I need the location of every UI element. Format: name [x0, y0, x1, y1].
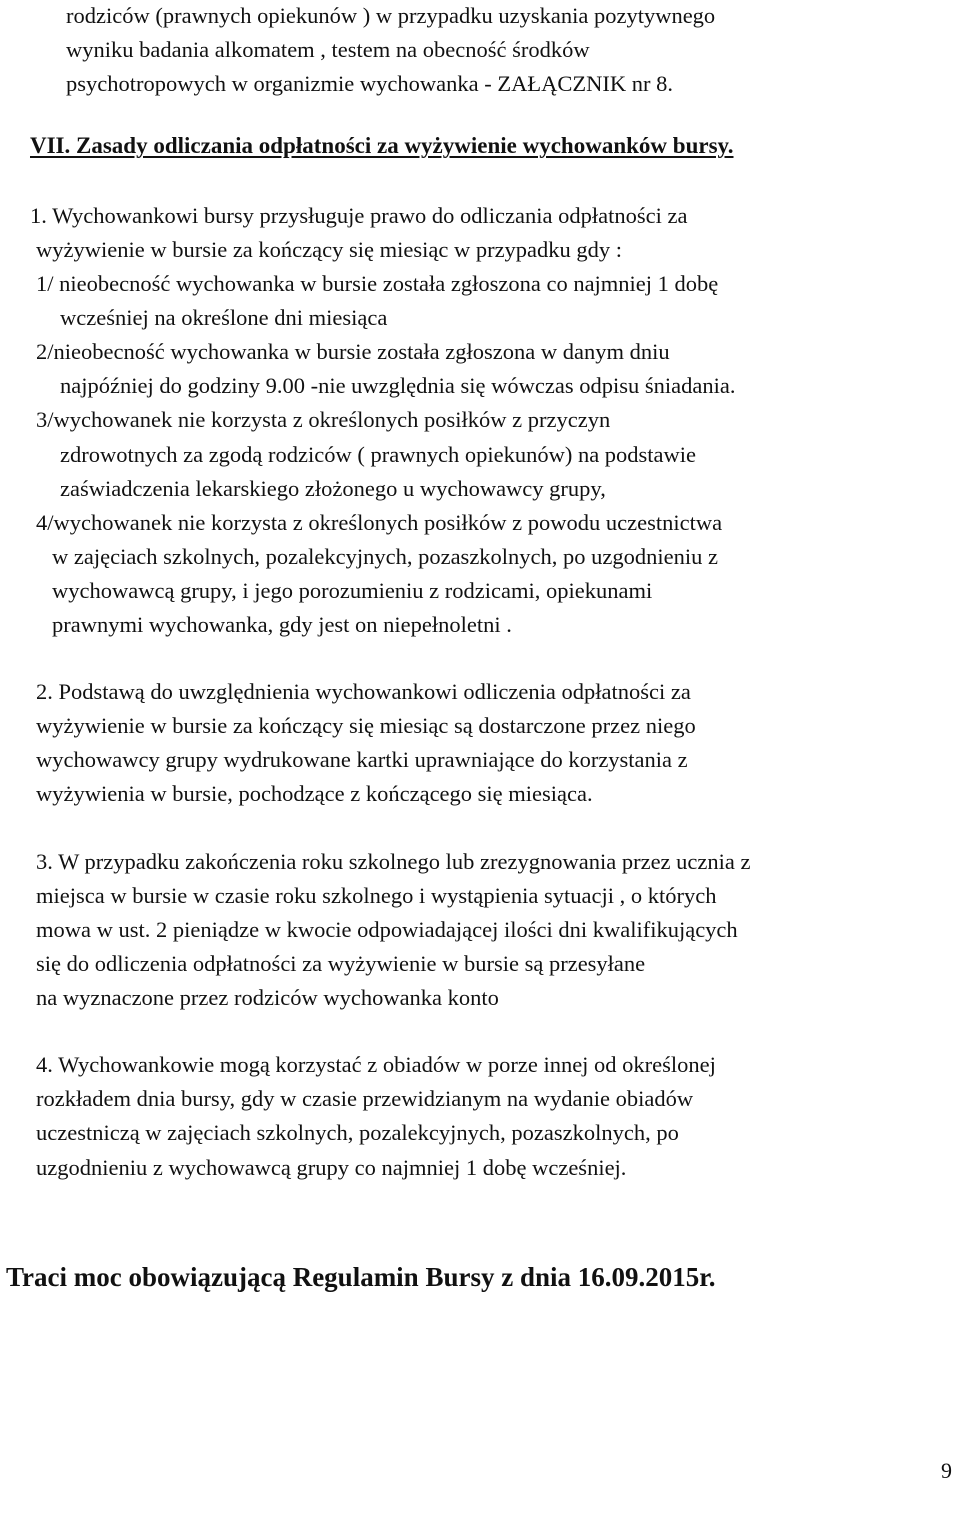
p1-line-8: zdrowotnych za zgodą rodziców ( prawnych opiekunów) na podstawie: [60, 442, 697, 467]
p1-line-13: prawnymi wychowanka, gdy jest on niepełnoletni .: [52, 612, 512, 637]
p4-line-3: uczestniczą w zajęciach szkolnych, pozalekcyjnych, pozaszkolnych, po: [36, 1120, 679, 1145]
p1-line-9: zaświadczenia lekarskiego złożonego u wychowawcy grupy,: [60, 476, 606, 501]
p4-line-4: uzgodnieniu z wychowawcą grupy co najmniej 1 dobę wcześniej.: [36, 1155, 627, 1180]
p3-line-1: 3. W przypadku zakończenia roku szkolnego lub zrezygnowania przez ucznia z: [36, 849, 751, 874]
p1-line-1: 1. Wychowankowi bursy przysługuje prawo do odliczania odpłatności za: [30, 203, 688, 228]
p1-line-6: najpóźniej do godziny 9.00 -nie uwzględnia się wówczas odpisu śniadania.: [60, 373, 736, 398]
p2-line-1: 2. Podstawą do uwzględnienia wychowankowi odliczenia odpłatności za: [36, 679, 691, 704]
p4-line-2: rozkładem dnia bursy, gdy w czasie przewidzianym na wydanie obiadów: [36, 1086, 694, 1111]
section-heading: VII. Zasady odliczania odpłatności za wyżywienie wychowanków bursy.: [30, 133, 734, 158]
top-line-2: wyniku badania alkomatem , testem na obecność środków: [66, 37, 590, 62]
p2-line-3: wychowawcy grupy wydrukowane kartki uprawniające do korzystania z: [36, 747, 688, 772]
p4-line-1: 4. Wychowankowie mogą korzystać z obiadów w porze innej od określonej: [36, 1052, 716, 1077]
p3-line-5: na wyznaczone przez rodziców wychowanka konto: [36, 985, 499, 1010]
p1-line-7: 3/wychowanek nie korzysta z określonych posiłków z przyczyn: [36, 407, 611, 432]
p1-line-10: 4/wychowanek nie korzysta z określonych posiłków z powodu uczestnictwa: [36, 510, 723, 535]
p1-line-11: w zajęciach szkolnych, pozalekcyjnych, pozaszkolnych, po uzgodnieniu z: [52, 544, 719, 569]
p2-line-4: wyżywienia w bursie, pochodzące z kończącego się miesiąca.: [36, 781, 593, 806]
p2-line-2: wyżywienie w bursie za kończący się miesiąc są dostarczone przez niego: [36, 713, 696, 738]
top-line-3: psychotropowych w organizmie wychowanka - ZAŁĄCZNIK nr 8.: [66, 71, 673, 96]
closing-statement: Traci moc obowiązującą Regulamin Bursy z dnia 16.09.2015r.: [6, 1262, 716, 1292]
p3-line-4: się do odliczenia odpłatności za wyżywienie w bursie są przesyłane: [36, 951, 646, 976]
p1-line-12: wychowawcą grupy, i jego porozumieniu z rodzicami, opiekunami: [52, 578, 653, 603]
page-number: 9: [941, 1458, 952, 1483]
p1-line-2: wyżywienie w bursie za kończący się miesiąc w przypadku gdy :: [36, 237, 623, 262]
p1-line-5: 2/nieobecność wychowanka w bursie została zgłoszona w danym dniu: [36, 339, 670, 364]
p1-line-3: 1/ nieobecność wychowanka w bursie została zgłoszona co najmniej 1 dobę: [36, 271, 719, 296]
top-line-1: rodziców (prawnych opiekunów ) w przypadku uzyskania pozytywnego: [66, 3, 716, 28]
p1-line-4: wcześniej na określone dni miesiąca: [60, 305, 388, 330]
p3-line-2: miejsca w bursie w czasie roku szkolnego i wystąpienia sytuacji , o których: [36, 883, 717, 908]
p3-line-3: mowa w ust. 2 pieniądze w kwocie odpowiadającej ilości dni kwalifikujących: [36, 917, 738, 942]
